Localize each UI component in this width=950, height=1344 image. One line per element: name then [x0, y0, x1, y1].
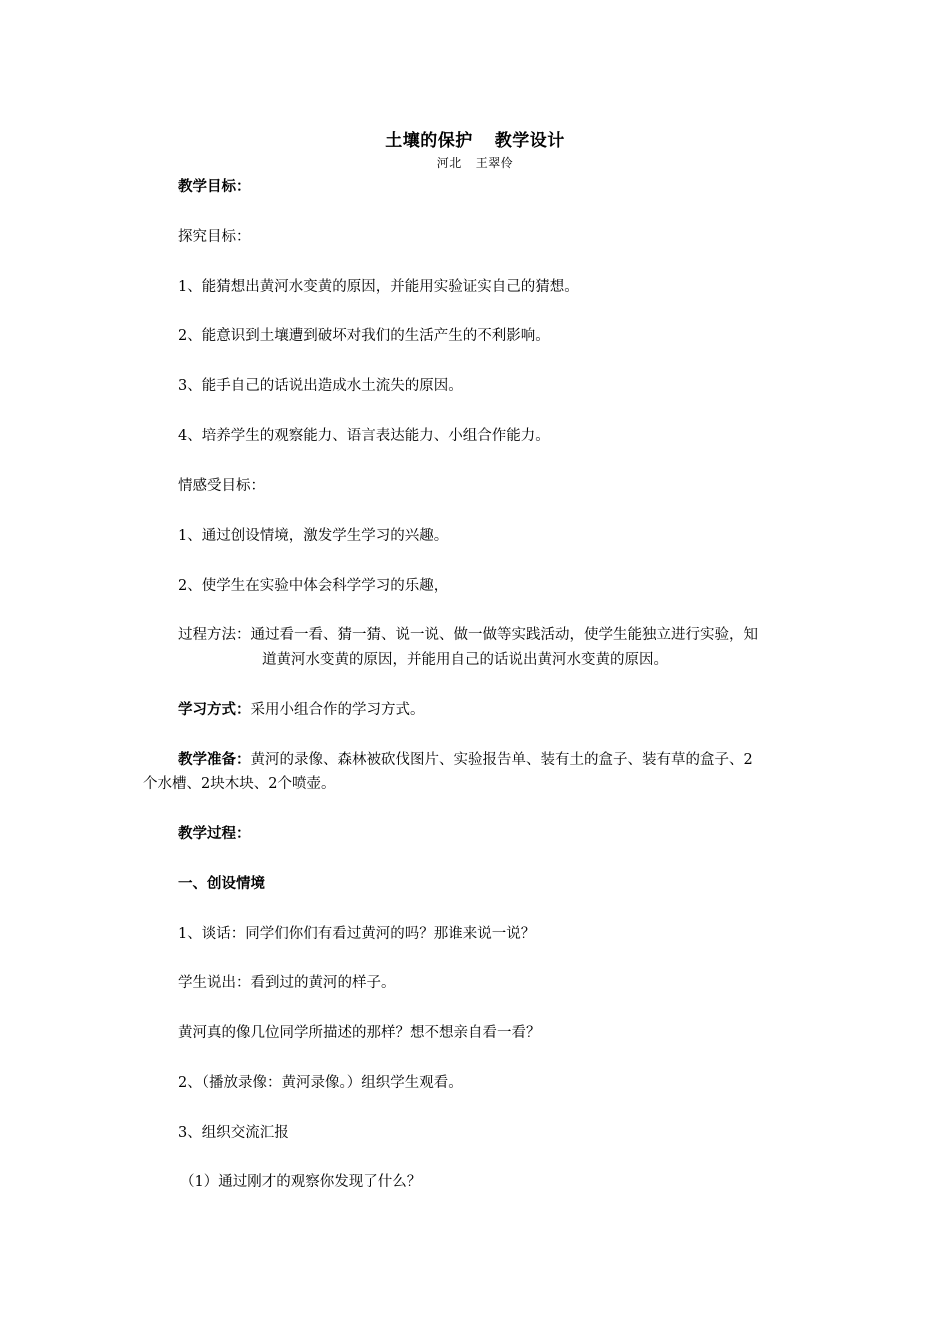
prep-text-2: 个水槽、2块木块、2个喷壶。	[143, 776, 336, 792]
part1-item: 黄河真的像几位同学所描述的那样？想不想亲自看一看？	[178, 1025, 541, 1041]
emotion-item: 2、使学生在实验中体会科学学习的乐趣，	[178, 578, 449, 594]
part1-item: 1、谈话：同学们你们有看过黄河的吗？那谁来说一说？	[178, 926, 536, 942]
emotion-item: 1、通过创设情境，激发学生学习的兴趣。	[178, 528, 449, 544]
title-sub: 教学设计	[494, 131, 565, 151]
explore-item: 1、能猜想出黄河水变黄的原因，并能用实验证实自己的猜想。	[178, 279, 579, 295]
explore-heading: 探究目标：	[178, 229, 251, 245]
prep-text-1: 黄河的录像、森林被砍伐图片、实验报告单、装有土的盒子、装有草的盒子、2	[250, 752, 753, 768]
title-main: 土壤的保护	[385, 131, 473, 151]
study-label: 学习方式：	[178, 701, 251, 718]
method-paragraph-line-1	[178, 623, 758, 647]
explore-item: 4、培养学生的观察能力、语言表达能力、小组合作能力。	[178, 428, 550, 444]
document-author	[0, 154, 950, 171]
emotion-heading: 情感受目标：	[178, 478, 265, 494]
prep-paragraph-line-1	[178, 748, 753, 772]
study-text: 采用小组合作的学习方式。	[250, 702, 425, 718]
explore-item: 3、能手自己的话说出造成水土流失的原因。	[178, 378, 463, 394]
part1-item: （1）通过刚才的观察你发现了什么？	[180, 1174, 422, 1190]
goals-heading: 教学目标：	[178, 178, 251, 195]
author-region: 河北	[436, 156, 462, 170]
study-method	[178, 698, 425, 722]
part1-item: 2、（播放录像：黄河录像。）组织学生观看。	[178, 1075, 463, 1091]
method-text-2: 道黄河水变黄的原因，并能用自己的话说出黄河水变黄的原因。	[262, 652, 668, 668]
prep-label: 教学准备：	[178, 751, 251, 768]
method-label: 过程方法：	[178, 627, 251, 643]
author-name: 王翠伶	[475, 156, 514, 170]
document-title	[0, 126, 950, 151]
method-text-1: 通过看一看、猜一猜、说一说、做一做等实践活动，使学生能独立进行实验，知	[250, 627, 758, 643]
part1-heading: 一、创设情境	[178, 875, 265, 892]
process-heading: 教学过程：	[178, 825, 251, 842]
part1-item: 学生说出：看到过的黄河的样子。	[178, 975, 396, 991]
explore-item: 2、能意识到土壤遭到破坏对我们的生活产生的不利影响。	[178, 328, 550, 344]
part1-item: 3、组织交流汇报	[178, 1125, 289, 1141]
